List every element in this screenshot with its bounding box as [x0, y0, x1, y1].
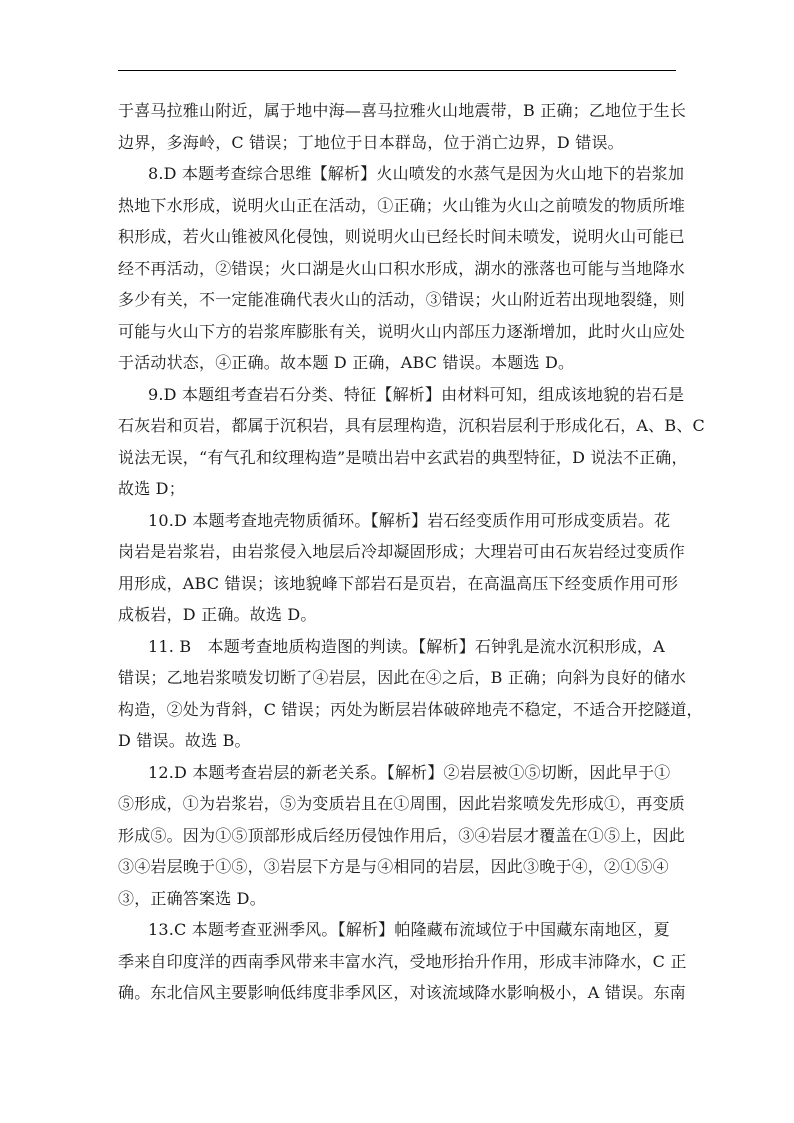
- paragraph-q12: [118, 757, 686, 915]
- paragraph-q9: [118, 379, 705, 505]
- text-line: ⑤形成，①为岩浆岩，⑤为变质岩且在①周围，因此岩浆喷发先形成①，再变质: [118, 794, 686, 813]
- paragraph-q10: [118, 505, 686, 631]
- text-line: 积形成，若火山锥被风化侵蚀，则说明火山已经长时间未喷发，说明火山可能已: [118, 227, 686, 246]
- paragraph-q7-continued: [118, 95, 687, 158]
- text-line: 用形成，ABC 错误；该地貌峰下部岩石是页岩，在高温高压下经变质作用可形: [118, 573, 679, 593]
- document-body: [118, 95, 705, 1009]
- text-line: 热地下水形成，说明火山正在活动，①正确；火山锥为火山之前喷发的物质所堆: [118, 195, 686, 215]
- text-line: 岗岩是岩浆岩，由岩浆侵入地层后冷却凝固形成；大理岩可由石灰岩经过变质作: [118, 542, 686, 561]
- text-line: 可能与火山下方的岩浆库膨胀有关，说明火山内部压力逐渐增加，此时火山应处: [118, 321, 686, 341]
- text-line: 季来自印度洋的西南季风带来丰富水汽，受地形抬升作用，形成丰沛降水，C 正: [118, 951, 687, 971]
- text-line: ③，正确答案选 D。: [118, 888, 266, 908]
- text-line: 成板岩，D 正确。故选 D。: [118, 605, 317, 624]
- paragraph-q11: [118, 631, 703, 757]
- text-line: 9.D 本题组考查岩石分类、特征【解析】由材料可知，组成该地貌的岩石是: [148, 384, 685, 404]
- text-line: 经不再活动，②错误；火口湖是火山口积水形成，湖水的涨落也可能与当地降水: [118, 258, 686, 278]
- text-line: 石灰岩和页岩，都属于沉积岩，具有层理构造，沉积岩层利于形成化石，A、B、C: [118, 416, 705, 435]
- paragraph-q13: [118, 914, 687, 1009]
- text-line: 确。东北信风主要影响低纬度非季风区，对该流域降水影响极小，A 错误。东南: [118, 983, 686, 1002]
- text-line: ③④岩层晚于①⑤，③岩层下方是与④相同的岩层，因此③晚于④，②①⑤④: [118, 857, 669, 876]
- text-line: 说法无误，“有气孔和纹理构造”是喷出岩中玄武岩的典型特征，D 说法不正确，: [118, 447, 688, 467]
- text-line: D 错误。故选 B。: [118, 731, 251, 750]
- text-line: 故选 D；: [118, 479, 185, 498]
- text-line: 于活动状态，④正确。故本题 D 正确，ABC 错误。本题选 D。: [118, 353, 575, 372]
- text-line: 于喜马拉雅山附近，属于地中海—喜马拉雅火山地震带，B 正确；乙地位于生长: [118, 101, 687, 120]
- text-line: 多少有关，不一定能准确代表火山的活动，③错误；火山附近若出现地裂缝，则: [118, 290, 686, 309]
- text-line: 10.D 本题考查地壳物质循环。【解析】岩石经变质作用可形成变质岩。花: [148, 510, 671, 530]
- paragraph-q8: [118, 158, 686, 379]
- text-line: 11. B 本题考查地质构造图的判读。【解析】石钟乳是流水沉积形成，A: [148, 636, 665, 656]
- text-line: 12.D 本题考查岩层的新老关系。【解析】②岩层被①⑤切断，因此早于①: [148, 762, 671, 782]
- text-line: 形成⑤。因为①⑤顶部形成后经历侵蚀作用后，③④岩层才覆盖在①⑤上，因此: [118, 825, 686, 845]
- text-line: 8.D 本题考查综合思维【解析】火山喷发的水蒸气是因为火山地下的岩浆加: [148, 164, 685, 183]
- text-line: 边界，多海岭，C 错误；丁地位于日本群岛，位于消亡边界，D 错误。: [118, 132, 624, 152]
- text-line: 13.C 本题考查亚洲季风。【解析】帕隆藏布流域位于中国藏东南地区，夏: [148, 920, 670, 939]
- header-rule: [118, 70, 676, 71]
- text-line: 构造，②处为背斜，C 错误；丙处为断层岩体破碎地壳不稳定，不适合开挖隧道，: [118, 699, 703, 719]
- text-line: 错误；乙地岩浆喷发切断了④岩层，因此在④之后，B 正确；向斜为良好的储水: [118, 668, 687, 687]
